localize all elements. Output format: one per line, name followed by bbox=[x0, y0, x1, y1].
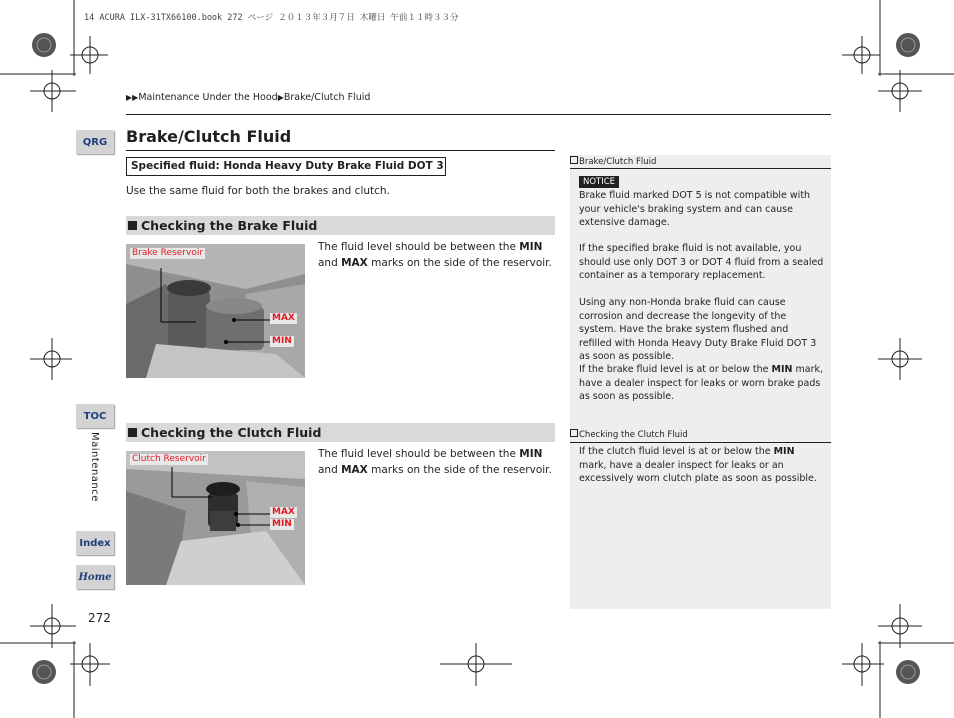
index-button[interactable]: Index bbox=[76, 531, 114, 555]
clutch-section-heading bbox=[126, 423, 555, 442]
brake-note-heading: Brake/Clutch Fluid bbox=[570, 156, 831, 167]
brake-note-p3: Using any non-Honda brake fluid can cause corrosion and decrease the longevity of the system. Have the brake system flushed and refilled with Honda Heavy Duty Brake Fluid DOT 3 as soon as possible. bbox=[579, 297, 817, 362]
specified-fluid-box: Specified fluid: Honda Heavy Duty Brake Fluid DOT 3 bbox=[126, 157, 446, 176]
clutch-reservoir-illustration bbox=[126, 451, 305, 585]
brake-level-text: The fluid level should be between the MIN and MAX marks on the side of the reservoir. bbox=[318, 241, 552, 269]
brake-section-heading bbox=[126, 216, 555, 235]
breadcrumb bbox=[126, 92, 370, 103]
clutch-note-rule bbox=[570, 442, 831, 443]
notice-badge: NOTICE bbox=[579, 176, 619, 188]
breadcrumb-link-maintenance[interactable]: Maintenance Under the Hood bbox=[138, 92, 278, 103]
note-reference-icon bbox=[570, 156, 578, 164]
qrg-button[interactable]: QRG bbox=[76, 130, 114, 154]
intro-text: Use the same fluid for both the brakes and clutch. bbox=[126, 185, 390, 197]
clutch-note-heading: Checking the Clutch Fluid bbox=[570, 429, 831, 440]
clutch-note-p1: If the clutch fluid level is at or below the MIN mark, have a dealer inspect for leaks or an excessively worn clutch plate as soon as possible. bbox=[579, 446, 817, 484]
toc-button[interactable]: TOC bbox=[76, 404, 114, 428]
note-reference-icon bbox=[570, 429, 578, 437]
clutch-section-title: Checking the Clutch Fluid bbox=[141, 425, 322, 440]
breadcrumb-current: Brake/Clutch Fluid bbox=[283, 92, 371, 103]
brake-reservoir-illustration bbox=[126, 244, 305, 378]
home-button[interactable]: Home bbox=[76, 565, 114, 589]
clutch-min-label: MIN bbox=[272, 519, 292, 529]
clutch-level-text: The fluid level should be between the MIN and MAX marks on the side of the reservoir. bbox=[318, 448, 552, 476]
brake-reservoir-label: Brake Reservoir bbox=[132, 248, 204, 258]
brake-note-p2: If the specified brake fluid is not available, you should use only DOT 3 or DOT 4 fluid from a sealed container as a temporary replacement. bbox=[579, 243, 824, 281]
title-rule bbox=[126, 150, 555, 151]
clutch-reservoir-label: Clutch Reservoir bbox=[132, 454, 206, 464]
clutch-reservoir-photo bbox=[126, 451, 305, 585]
print-header: 14 ACURA ILX-31TX66100.book 272 ページ ２０１３年３月７日 木曜日 午前１１時３３分 bbox=[84, 13, 459, 23]
brake-max-label: MAX bbox=[272, 313, 295, 323]
header-rule bbox=[126, 114, 831, 115]
brake-section-title: Checking the Brake Fluid bbox=[141, 218, 318, 233]
section-square-icon bbox=[128, 221, 137, 230]
chapter-tab-label: Maintenance bbox=[89, 432, 100, 502]
page-number: 272 bbox=[88, 611, 111, 625]
clutch-max-label: MAX bbox=[272, 507, 295, 517]
brake-note-p4: If the brake fluid level is at or below the MIN mark, have a dealer inspect for leaks or worn brake pads as soon as possible. bbox=[579, 364, 823, 402]
breadcrumb-arrow-icon: ▶▶ bbox=[126, 93, 139, 102]
page-title: Brake/Clutch Fluid bbox=[126, 127, 292, 146]
brake-note-p1: Brake fluid marked DOT 5 is not compatible with your vehicle's braking system and can cause extensive damage. bbox=[579, 190, 811, 228]
brake-min-label: MIN bbox=[272, 336, 292, 346]
brake-reservoir-photo bbox=[126, 244, 305, 378]
brake-note-rule bbox=[570, 168, 831, 169]
section-square-icon bbox=[128, 428, 137, 437]
breadcrumb-arrow-icon: ▶ bbox=[277, 93, 284, 102]
